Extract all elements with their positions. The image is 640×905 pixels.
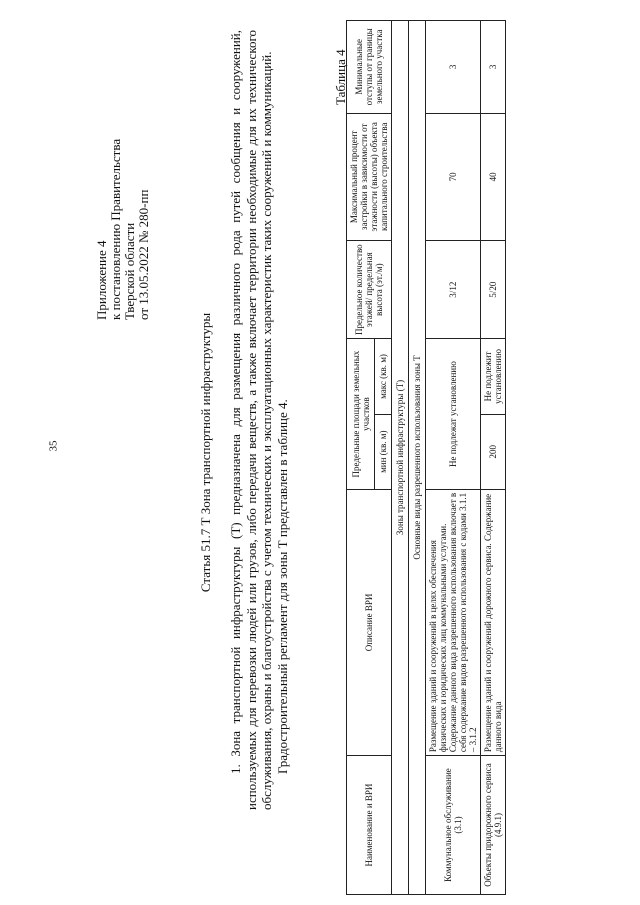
cell-pct: 40 [481,113,506,240]
approval-line-3: Тверской области [122,222,137,320]
header-row [347,21,375,895]
zone-label: Зоны транспортной инфраструктуры (Т) [392,21,409,895]
zone-row [392,21,409,895]
approval-line-1: Приложение 4 [94,240,109,320]
cell-indent: 3 [426,21,481,114]
section-label: Основные виды разрешенного использования зоны Т [409,21,426,895]
approval-block [95,60,151,320]
header-pct: Максимальный процент застройки в зависимости от этажности (высоты) объекта капитального строительства [347,113,392,240]
cell-desc: Размещение зданий и сооружений в целях обеспечения физических и юридических лиц коммунальными услугами. Содержание данного вида разрешенного использования включает в себя содержание видов разрешенного использования с кодами 3.1.1 – 3.1.2 [426,489,481,755]
approval-line-2: к постановлению Правительства [108,138,123,320]
cell-indent: 3 [481,21,506,114]
cell-desc: Размещение зданий и сооружений дорожного сервиса. Содержание данного вида [481,489,506,755]
header-floors: Предельное количество этажей/ предельная высота (эт./м) [347,240,392,338]
cell-name: Объекты придорожного сервиса (4.9.1) [481,756,506,895]
header-indent: Минимальные отступы от границы земельного участка [347,21,392,114]
cell-pct: 70 [426,113,481,240]
approval-line-4: от 13.05.2022 № 280-пп [136,189,151,320]
cell-name: Коммунальное обслуживание (3.1) [426,756,481,895]
header-min: мин (кв. м) [375,414,392,489]
page-number: 35 [47,440,60,452]
header-desc: Описание ВРИ [347,489,392,755]
article-body [228,30,290,810]
table-row [481,21,506,895]
cell-max: Не подлежит установлению [481,339,506,414]
cell-floors: 3/12 [426,240,481,338]
header-name: Наименование и ВРИ [347,756,392,895]
paragraph-1: 1. Зона транспортной инфраструктуры (Т) предназначена для размещения различного рода путей сообщения и сооружений, используемых для перевозки людей или грузов, либо передачи веществ, а также включает территории необходимые для их технического обслуживания, охраны и благоустройства с учетом технических и эксплуатационных характеристик таких сооружений и коммуникаций. [228,30,274,810]
cell-area: Не подлежат установлению [426,339,481,489]
table-caption: Таблица 4 [333,49,348,105]
cell-min: 200 [481,414,506,489]
table-row [426,21,481,895]
paragraph-2: Градостроительный регламент для зоны Т представлен в таблице 4. [274,399,290,774]
regulation-table [346,20,506,895]
header-max: макс (кв. м) [375,339,392,414]
article-title: Статья 51.7 Т Зона транспортной инфраструктуры [198,312,213,593]
cell-floors: 5/20 [481,240,506,338]
section-row [409,21,426,895]
header-area: Предельные площади земельных участков [347,339,375,489]
